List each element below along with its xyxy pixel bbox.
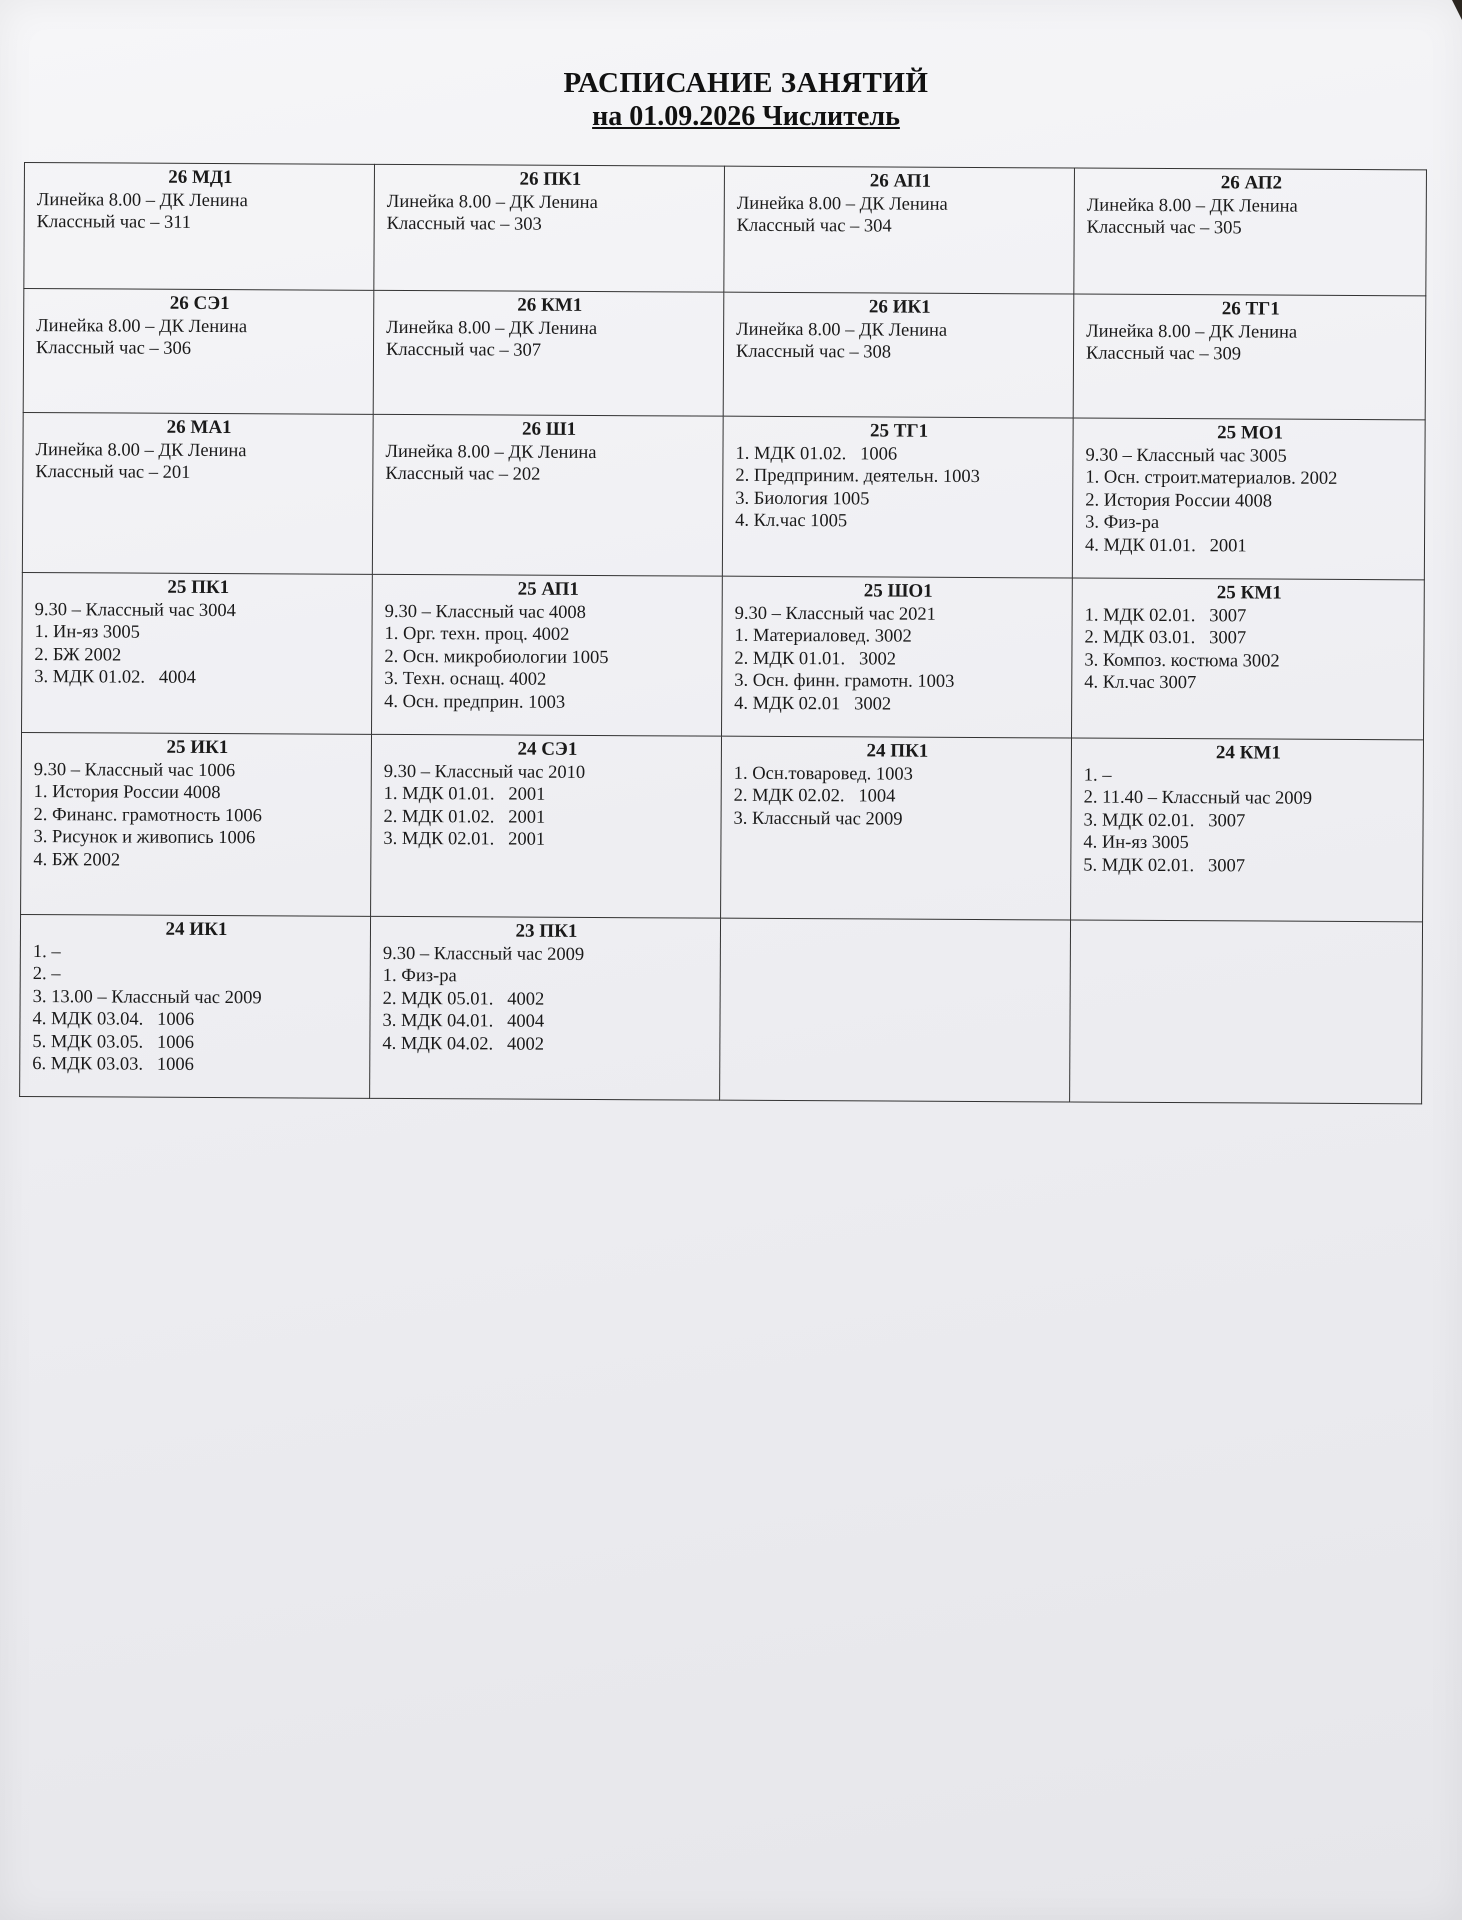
group-name: 26 ТГ1 [1221, 298, 1280, 320]
schedule-line: 6. МДК 03.03. 1006 [32, 1054, 194, 1075]
schedule-line: Классный час – 304 [736, 215, 892, 237]
schedule-line: Классный час – 309 [1085, 343, 1242, 365]
schedule-row [22, 412, 1425, 579]
group-name: 26 МА1 [166, 416, 232, 439]
group-name: 25 ШО1 [863, 580, 933, 602]
group-cell [23, 289, 374, 415]
group-cell [20, 914, 371, 1098]
schedule-line: Линейка 8.00 – ДК Ленина [386, 317, 598, 339]
group-name: 26 КМ1 [517, 294, 583, 316]
schedule-line: 3. Композ. костюма 3002 [1084, 650, 1280, 672]
schedule-line: 3. 13.00 – Классный час 2009 [32, 986, 262, 1008]
schedule-line: Линейка 8.00 – ДК Ленина [36, 315, 248, 337]
schedule-line: 3. Биология 1005 [735, 488, 870, 509]
schedule-line: 2. МДК 03.01. 3007 [1084, 627, 1247, 649]
empty-cell [720, 918, 1071, 1102]
schedule-line: 3. МДК 01.02. 4004 [34, 667, 197, 688]
schedule-line: 1. – [1083, 765, 1112, 786]
schedule-line: 3. МДК 02.01. 2001 [383, 828, 546, 850]
schedule-line: 1. Физ-ра [382, 965, 457, 987]
group-name: 26 СЭ1 [169, 292, 230, 315]
schedule-line: Линейка 8.00 – ДК Ленина [35, 439, 247, 461]
schedule-row [23, 289, 1426, 420]
schedule-line: Линейка 8.00 – ДК Ленина [386, 191, 598, 213]
group-cell [22, 412, 373, 574]
schedule-line: 2. МДК 01.01. 3002 [734, 648, 897, 670]
schedule-line: 4. МДК 03.04. 1006 [32, 1009, 195, 1030]
schedule-line: 1. Осн. строит.материалов. 2002 [1085, 467, 1338, 489]
group-name: 25 ПК1 [167, 576, 230, 599]
schedule-line: 9.30 – Классный час 2010 [383, 761, 586, 783]
schedule-line: 9.30 – Классный час 3005 [1085, 445, 1287, 467]
group-cell [722, 416, 1073, 578]
schedule-line: 1. Орг. техн. проц. 4002 [384, 623, 570, 645]
schedule-line: 4. МДК 04.02. 4002 [382, 1033, 545, 1055]
schedule-line: 3. Техн. оснащ. 4002 [384, 668, 547, 690]
group-name: 25 АП1 [517, 578, 579, 600]
group-name: 26 МД1 [168, 166, 233, 189]
schedule-line: 3. Рисунок и живопись 1006 [33, 827, 256, 849]
schedule-row [20, 914, 1423, 1103]
schedule-line: 5. МДК 03.05. 1006 [32, 1031, 195, 1053]
page-subtitle: на 01.09.2026 Числитель [592, 101, 900, 132]
schedule-line: 4. Осн. предприн. 1003 [384, 691, 566, 713]
schedule-line: 1. – [32, 941, 61, 962]
page-title: РАСПИСАНИЕ ЗАНЯТИЙ [563, 67, 929, 99]
group-cell [371, 734, 722, 918]
group-cell [1071, 738, 1424, 922]
schedule-line: 1. МДК 01.02. 1006 [735, 443, 898, 465]
group-cell [721, 736, 1072, 920]
group-name: 24 ПК1 [866, 740, 929, 762]
group-cell [723, 292, 1074, 418]
group-name: 25 ТГ1 [870, 420, 929, 442]
schedule-line: Классный час – 202 [385, 463, 541, 485]
group-name: 26 Ш1 [521, 418, 577, 440]
schedule-line: Линейка 8.00 – ДК Ленина [736, 193, 948, 215]
schedule-line: Классный час – 308 [735, 341, 892, 363]
schedule-line: 1. Осн.товаровед. 1003 [733, 763, 914, 785]
schedule-row [24, 163, 1427, 296]
group-cell [370, 916, 721, 1100]
group-name: 25 МО1 [1217, 422, 1284, 444]
schedule-line: Классный час – 201 [35, 462, 191, 483]
group-name: 26 ПК1 [519, 168, 582, 190]
schedule-line: 9.30 – Классный час 1006 [33, 759, 236, 781]
schedule-line: 5. МДК 02.01. 3007 [1083, 855, 1246, 876]
schedule-line: Классный час – 311 [36, 212, 192, 233]
schedule-line: 4. Ин-яз 3005 [1083, 832, 1189, 854]
schedule-line: 1. МДК 01.01. 2001 [383, 783, 546, 805]
group-cell [21, 732, 372, 916]
schedule-line: Классный час – 305 [1086, 217, 1242, 239]
schedule-line: 1. МДК 02.01. 3007 [1084, 605, 1247, 626]
schedule-line: 4. Кл.час 3007 [1084, 672, 1197, 694]
group-cell [724, 166, 1075, 294]
group-cell [1074, 168, 1427, 296]
schedule-line: 9.30 – Классный час 4008 [384, 601, 586, 623]
group-cell [372, 574, 723, 736]
group-name: 25 КМ1 [1216, 582, 1282, 604]
schedule-row [22, 572, 1425, 739]
schedule-row [21, 732, 1424, 921]
group-cell [22, 572, 373, 734]
schedule-line: 2. Финанс. грамотность 1006 [33, 804, 262, 826]
schedule-line: 1. История России 4008 [33, 782, 221, 804]
schedule-line: 2. МДК 01.02. 2001 [383, 806, 546, 828]
group-cell [372, 414, 723, 576]
schedule-line: 3. МДК 02.01. 3007 [1083, 810, 1246, 831]
schedule-line: Классный час – 306 [35, 338, 192, 359]
group-cell [722, 576, 1073, 738]
schedule-line: 9.30 – Классный час 2009 [382, 943, 585, 965]
schedule-line: 9.30 – Классный час 2021 [734, 603, 936, 625]
schedule-line: 2. – [32, 964, 61, 985]
group-name: 23 ПК1 [515, 920, 578, 942]
schedule-line: 2. 11.40 – Классный час 2009 [1083, 787, 1313, 809]
group-name: 24 СЭ1 [517, 738, 578, 760]
group-cell [1073, 294, 1426, 420]
group-cell [374, 164, 725, 292]
group-cell [24, 163, 375, 291]
schedule-line: 3. Физ-ра [1085, 512, 1160, 533]
schedule-line: Классный час – 303 [386, 213, 542, 235]
group-name: 26 АП2 [1220, 172, 1283, 194]
schedule-line: 2. МДК 02.02. 1004 [733, 785, 896, 807]
schedule-line: 2. История России 4008 [1085, 490, 1273, 512]
schedule-line: 3. МДК 04.01. 4004 [382, 1010, 545, 1032]
schedule-line: Линейка 8.00 – ДК Ленина [1086, 195, 1298, 217]
group-name: 26 АП1 [869, 170, 932, 192]
schedule-line: 1. Материаловед. 3002 [734, 625, 912, 647]
group-name: 24 КМ1 [1215, 742, 1281, 764]
schedule-line: Линейка 8.00 – ДК Ленина [1086, 321, 1298, 343]
group-cell [1072, 418, 1425, 580]
schedule-line: Линейка 8.00 – ДК Ленина [736, 319, 948, 341]
schedule-line: 9.30 – Классный час 3004 [34, 599, 237, 621]
schedule-line: 2. МДК 05.01. 4002 [382, 988, 545, 1010]
schedule-line: 1. Ин-яз 3005 [34, 622, 140, 643]
group-cell [1071, 578, 1424, 740]
schedule-line: 4. БЖ 2002 [33, 849, 121, 871]
schedule-table [19, 162, 1427, 1104]
group-name: 25 ИК1 [166, 736, 229, 759]
schedule-line: 3. Осн. финн. грамотн. 1003 [734, 670, 955, 692]
schedule-line: 4. МДК 02.01 3002 [734, 693, 892, 715]
group-name: 24 ИК1 [165, 918, 228, 941]
schedule-line: Линейка 8.00 – ДК Ленина [36, 189, 248, 211]
schedule-line: 4. МДК 01.01. 2001 [1084, 535, 1247, 556]
group-name: 26 ИК1 [868, 296, 931, 318]
group-cell [373, 290, 724, 416]
schedule-line: 4. Кл.час 1005 [735, 510, 848, 532]
schedule-line: Классный час – 307 [385, 339, 542, 361]
schedule-line: 3. Классный час 2009 [733, 808, 903, 830]
schedule-line: Линейка 8.00 – ДК Ленина [385, 441, 597, 463]
empty-cell [1070, 920, 1423, 1104]
schedule-line: 2. БЖ 2002 [34, 644, 122, 666]
schedule-line: 2. Осн. микробиологии 1005 [384, 646, 609, 668]
schedule-line: 2. Предприним. деятельн. 1003 [735, 465, 980, 488]
document-header [0, 66, 1462, 134]
